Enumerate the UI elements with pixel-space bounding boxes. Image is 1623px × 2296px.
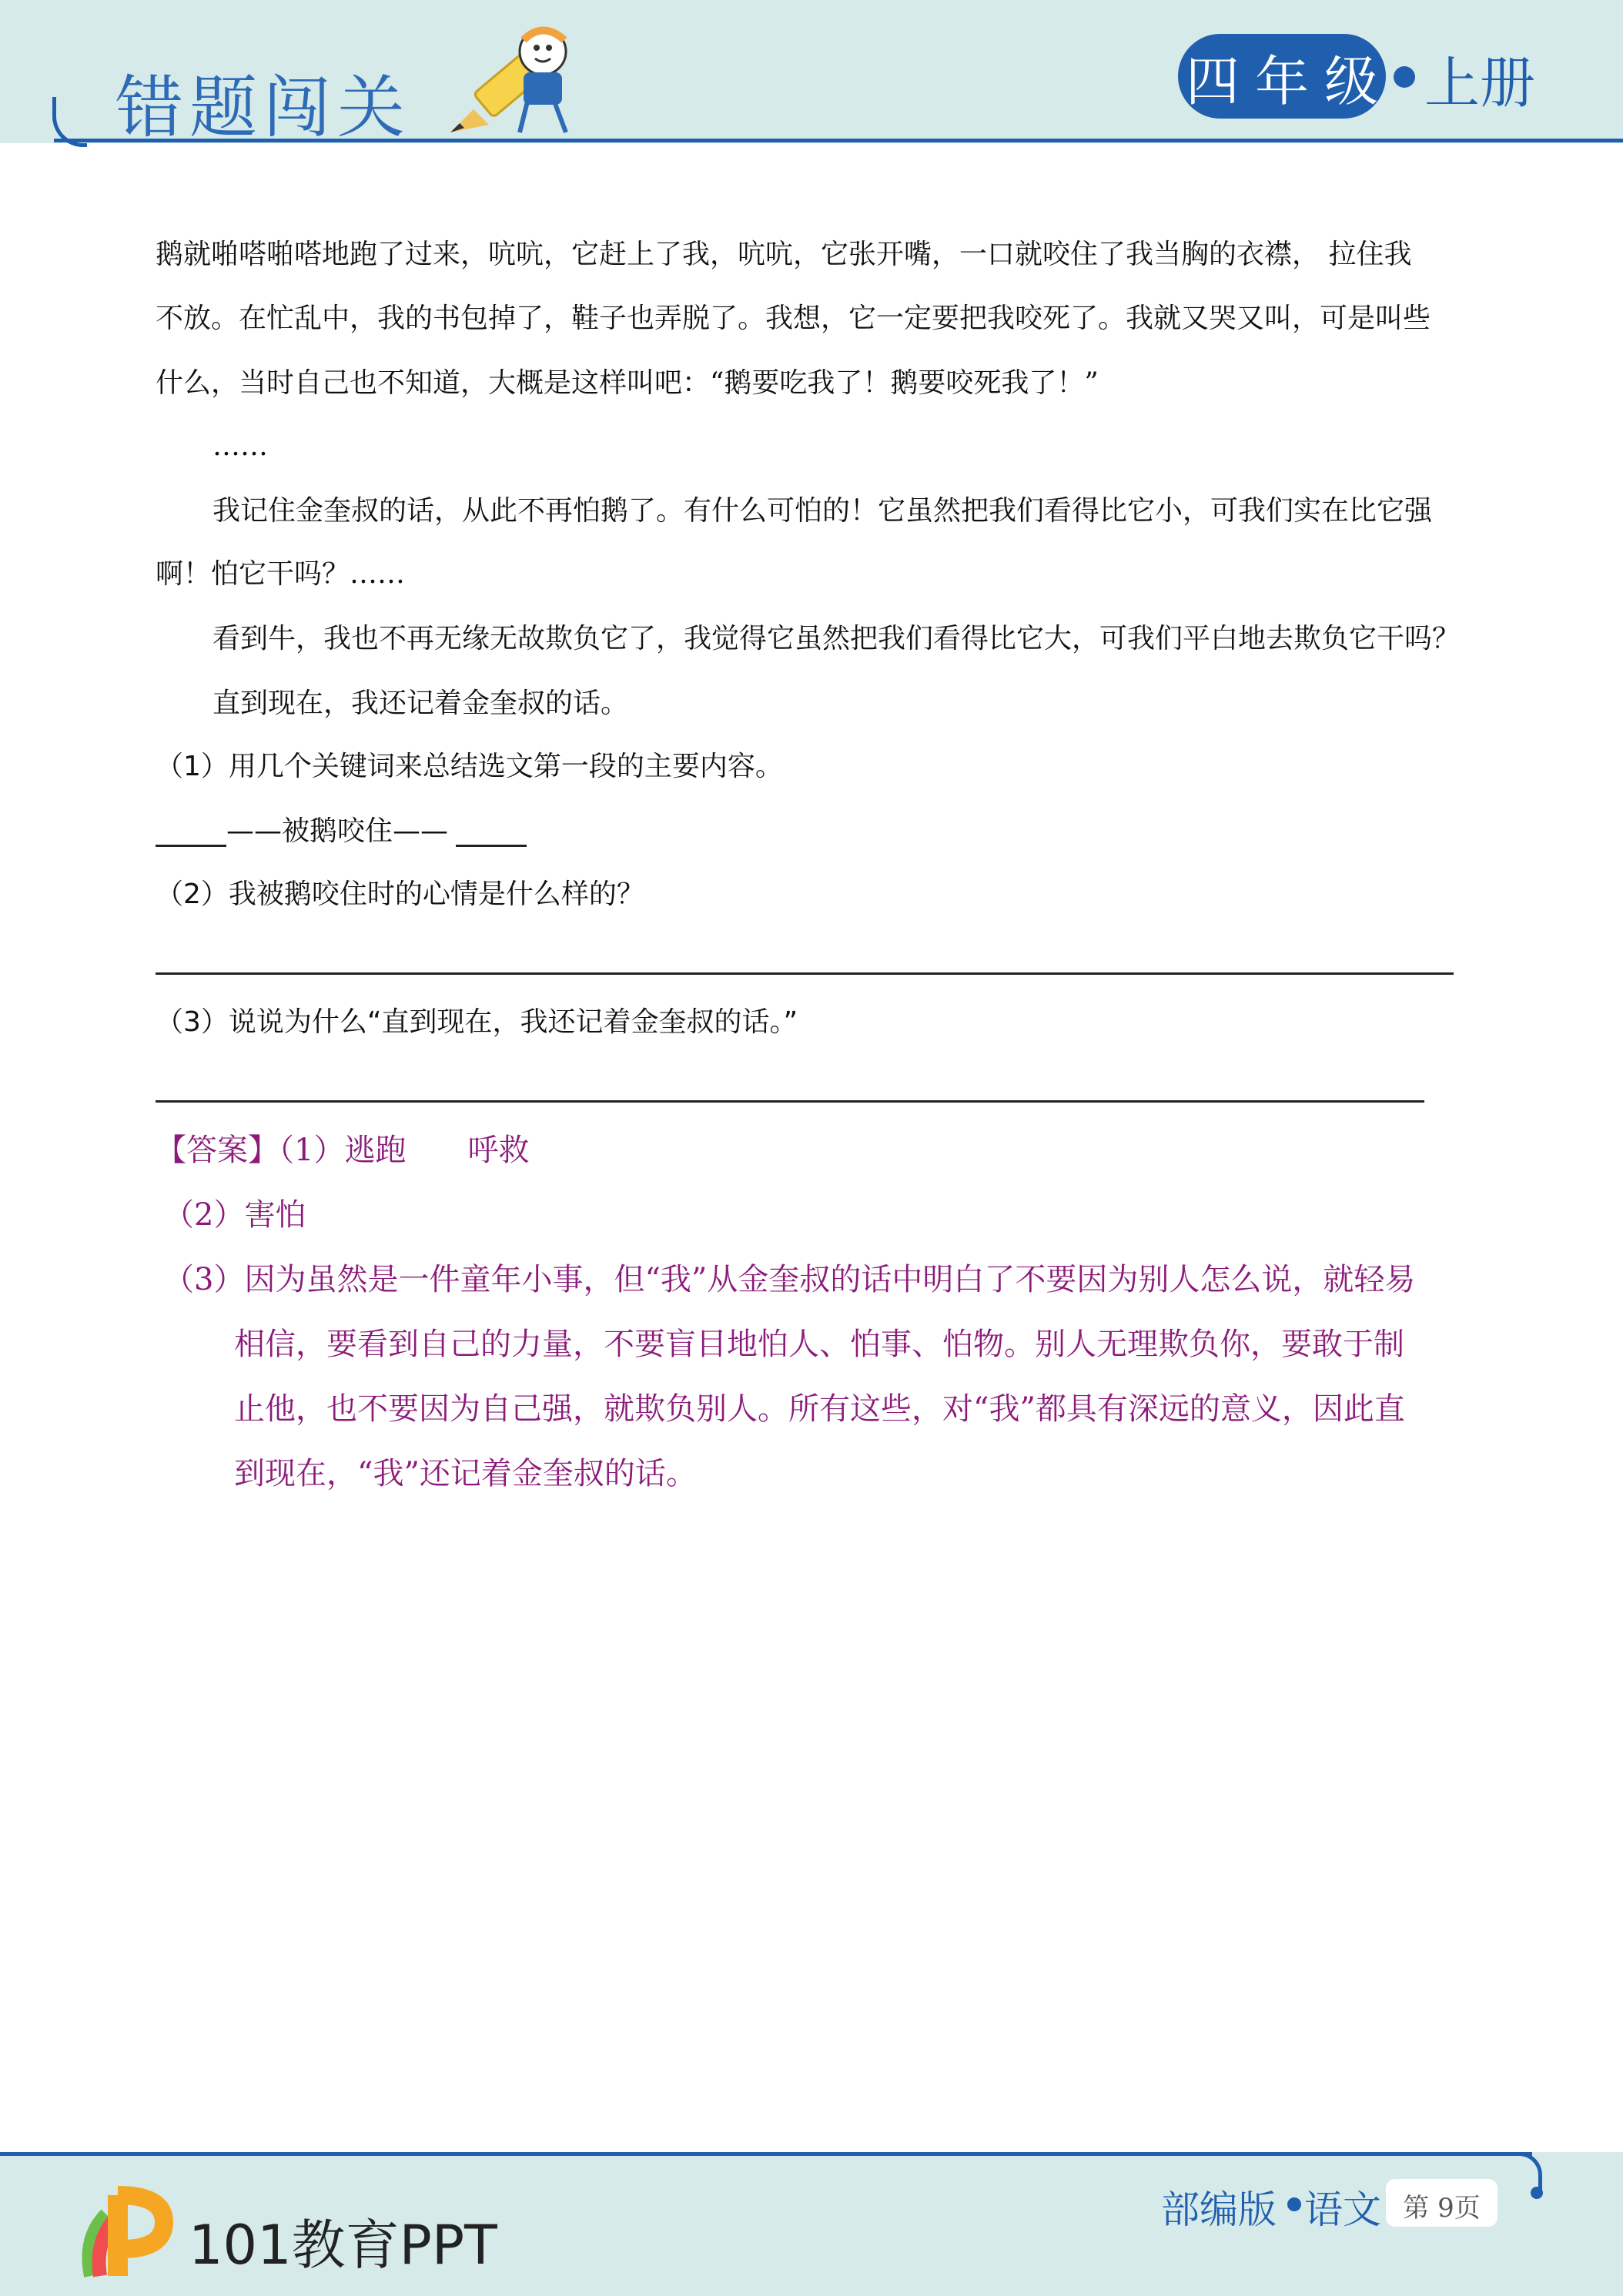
passage-line: 我记住金奎叔的话，从此不再怕鹅了。有什么可怕的！它虽然把我们看得比它小，可我们实在比它强: [212, 495, 1433, 527]
passage-line: 什么，当时自己也不知道，大概是这样叫吧：“鹅要吃我了！鹅要咬死我了！”: [156, 367, 1099, 399]
answer-line: [156, 1100, 1424, 1103]
passage-line: 直到现在，我还记着金奎叔的话。: [212, 688, 629, 719]
answer-3-line: 止他，也不要因为自己强，就欺负别人。所有这些，对“我”都具有深远的意义，因此直: [234, 1391, 1405, 1427]
passage-line: 看到牛，我也不再无缘无故欺负它了，我觉得它虽然把我们看得比它大，可我们平白地去欺负它干吗？: [212, 623, 1461, 654]
page-number-badge: [1386, 2179, 1498, 2227]
question-1: （1）用几个关键词来总结选文第一段的主要内容。: [156, 751, 783, 782]
brand-logo-text: 101教育PPT: [189, 2214, 497, 2277]
passage-line: 鹅就啪嗒啪嗒地跑了过来，吭吭，它赶上了我，吭吭，它张开嘴，一口就咬住了我当胸的衣襟， 拉住我: [156, 239, 1412, 270]
passage-line: 啊！怕它干吗？……: [156, 558, 406, 590]
question-3: （3）说说为什么“直到现在，我还记着金奎叔的话。”: [156, 1006, 798, 1038]
header-title: 错题闯关: [115, 68, 412, 147]
answer-3-line: 相信，要看到自己的力量，不要盲目地怕人、怕事、怕物。别人无理欺负你，要敢于制: [234, 1327, 1404, 1362]
grade-char-2: 年: [1255, 50, 1309, 113]
grade-dot: [1394, 66, 1415, 88]
edition-label: 部编版: [1161, 2187, 1277, 2232]
passage-ellipsis: ……: [212, 430, 268, 462]
pencil-mascot-icon: [443, 17, 597, 140]
answer-line: [156, 972, 1454, 975]
edition-dot: [1287, 2197, 1301, 2211]
subject-label: 语文: [1304, 2187, 1381, 2232]
grade-volume: 上册: [1424, 51, 1536, 115]
passage-line: 不放。在忙乱中，我的书包掉了，鞋子也弄脱了。我想，它一定要把我咬死了。我就又哭又叫，可是叫些: [156, 303, 1431, 334]
question-1-fill: ——被鹅咬住——: [226, 815, 449, 847]
footer-dot: [1531, 2187, 1543, 2199]
grade-char-1: 四: [1186, 50, 1240, 113]
answer-label: 【答案】（1）逃跑 呼救: [156, 1133, 530, 1168]
footer-rule: [0, 2152, 1532, 2156]
answer-3-line: （3）因为虽然是一件童年小事，但“我”从金奎叔的话中明白了不要因为别人怎么说，就轻易: [163, 1262, 1416, 1297]
answer-blank: [156, 845, 226, 847]
grade-pill: [1178, 34, 1386, 119]
grade-char-3: 级: [1324, 50, 1378, 113]
question-2: （2）我被鹅咬住时的心情是什么样的？: [156, 879, 644, 910]
answer-blank: [456, 845, 527, 847]
answer-3-line: 到现在，“我”还记着金奎叔的话。: [234, 1456, 697, 1491]
answer-2: （2）害怕: [163, 1197, 306, 1233]
ppt-logo-icon: [75, 2184, 176, 2284]
page-number: 第 9页: [1403, 2193, 1481, 2224]
